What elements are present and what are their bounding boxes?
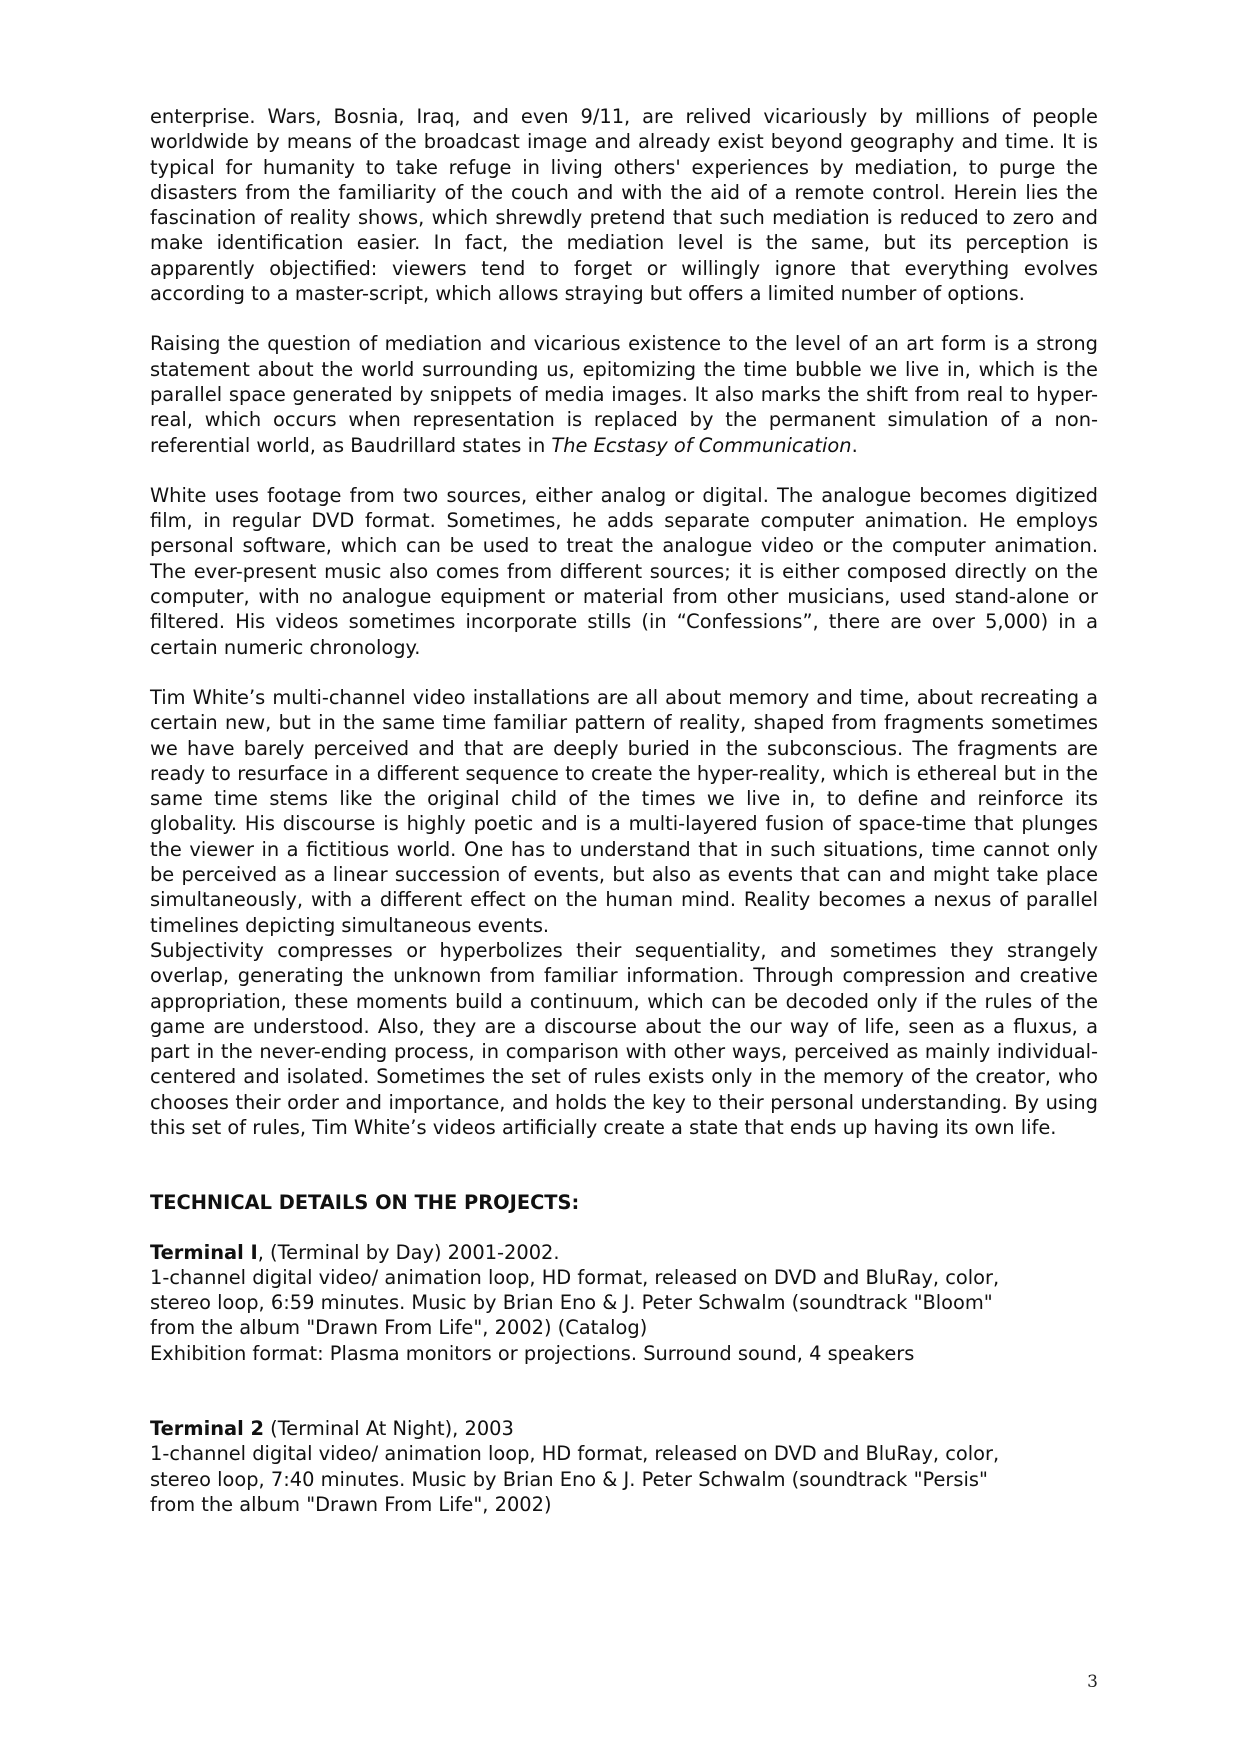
project-detail-line: from the album "Drawn From Life", 2002): [150, 1492, 552, 1516]
page-number: 3: [1087, 1672, 1098, 1692]
book-title: The Ecstasy of Communication: [551, 433, 852, 457]
technical-details-heading: TECHNICAL DETAILS ON THE PROJECTS:: [150, 1191, 580, 1215]
paragraph-art-form-end: .: [851, 433, 858, 457]
project-detail-line: stereo loop, 6:59 minutes. Music by Brian Eno & J. Peter Schwalm (soundtrack "Bloom": [150, 1291, 993, 1315]
project-terminal-1: [150, 1240, 1098, 1366]
document-page: [150, 104, 1098, 1517]
project-detail-line: from the album "Drawn From Life", 2002) (Catalog): [150, 1316, 648, 1340]
project-exhibition-format: Exhibition format: Plasma monitors or projections. Surround sound, 4 speakers: [150, 1341, 915, 1365]
paragraph-mediation: enterprise. Wars, Bosnia, Iraq, and even 9/11, are relived vicariously by millions of people worldwide by means of the broadcast image and already exist beyond geography and time. It is typical for humanity to take refuge in living others' experiences by mediation, to purge the disasters from the familiarity of the couch and with the aid of a remote control. Herein lies the fascination of reality shows, which shrewdly pretend that such mediation is reduced to zero and make identification easier. In fact, the mediation level is the same, but its perception is apparently objectified: viewers tend to forget or willingly ignore that everything evolves according to a master-script, which allows straying but offers a limited number of options.: [150, 105, 1098, 306]
project-detail-line: 1-channel digital video/ animation loop, HD format, released on DVD and BluRay, color,: [150, 1265, 1000, 1289]
paragraph-subjectivity: Subjectivity compresses or hyperbolizes their sequentiality, and sometimes they strangely overlap, generating the unknown from familiar information. Through compression and creative appropriation, these moments build a continuum, which can be decoded only if the rules of the game are understood. Also, they are a discourse about the our way of life, seen as a fluxus, a part in the never-ending process, in comparison with other ways, perceived as mainly individual-centered and isolated. Sometimes the set of rules exists only in the memory of the creator, who chooses their order and importance, and holds the key to their personal understanding. By using this set of rules, Tim White’s videos artificially create a state that ends up having its own life.: [150, 938, 1098, 1139]
project-title-line: [150, 1240, 1098, 1265]
paragraph-art-form-text: Raising the question of mediation and vicarious existence to the level of an art form is a strong statement about the world surrounding us, epitomizing the time bubble we live in, which is the parallel space generated by snippets of media images. It also marks the shift from real to hyper-real, which occurs when representation is replaced by the permanent simulation of a non-referential world, as Baudrillard states in: [150, 332, 1098, 457]
project-detail-line: stereo loop, 7:40 minutes. Music by Brian Eno & J. Peter Schwalm (soundtrack "Persis": [150, 1467, 988, 1491]
project-subtitle: (Terminal At Night), 2003: [264, 1417, 514, 1441]
project-title-line: [150, 1416, 1098, 1441]
project-name: Terminal I: [150, 1240, 258, 1264]
project-subtitle: , (Terminal by Day) 2001-2002.: [257, 1240, 560, 1264]
paragraph-footage-sources: White uses footage from two sources, either analog or digital. The analogue becomes digitized film, in regular DVD format. Sometimes, he adds separate computer animation. He employs personal software, which can be used to treat the analogue video or the computer animation. The ever-present music also comes from different sources; it is either composed directly on the computer, with no analogue equipment or material from other musicians, used stand-alone or filtered. His videos sometimes incorporate stills (in “Confessions”, there are over 5,000) in a certain numeric chronology.: [150, 483, 1098, 659]
paragraph-memory-and-time: Tim White’s multi-channel video installations are all about memory and time, about recreating a certain new, but in the same time familiar pattern of reality, shaped from fragments sometimes we have barely perceived and that are deeply buried in the subconscious. The fragments are ready to resurface in a different sequence to create the hyper-reality, which is ethereal but in the same time stems like the original child of the times we live in, to define and reinforce its globality. His discourse is highly poetic and is a multi-layered fusion of space-time that plunges the viewer in a fictitious world. One has to understand that in such situations, time cannot only be perceived as a linear succession of events, but also as events that can and might take place simultaneously, with a different effect on the human mind. Reality becomes a nexus of parallel timelines depicting simultaneous events.: [150, 685, 1098, 937]
paragraph-art-form: [150, 331, 1098, 457]
project-terminal-2: [150, 1416, 1098, 1517]
project-name: Terminal 2: [150, 1417, 264, 1441]
project-detail-line: 1-channel digital video/ animation loop, HD format, released on DVD and BluRay, color,: [150, 1442, 1000, 1466]
